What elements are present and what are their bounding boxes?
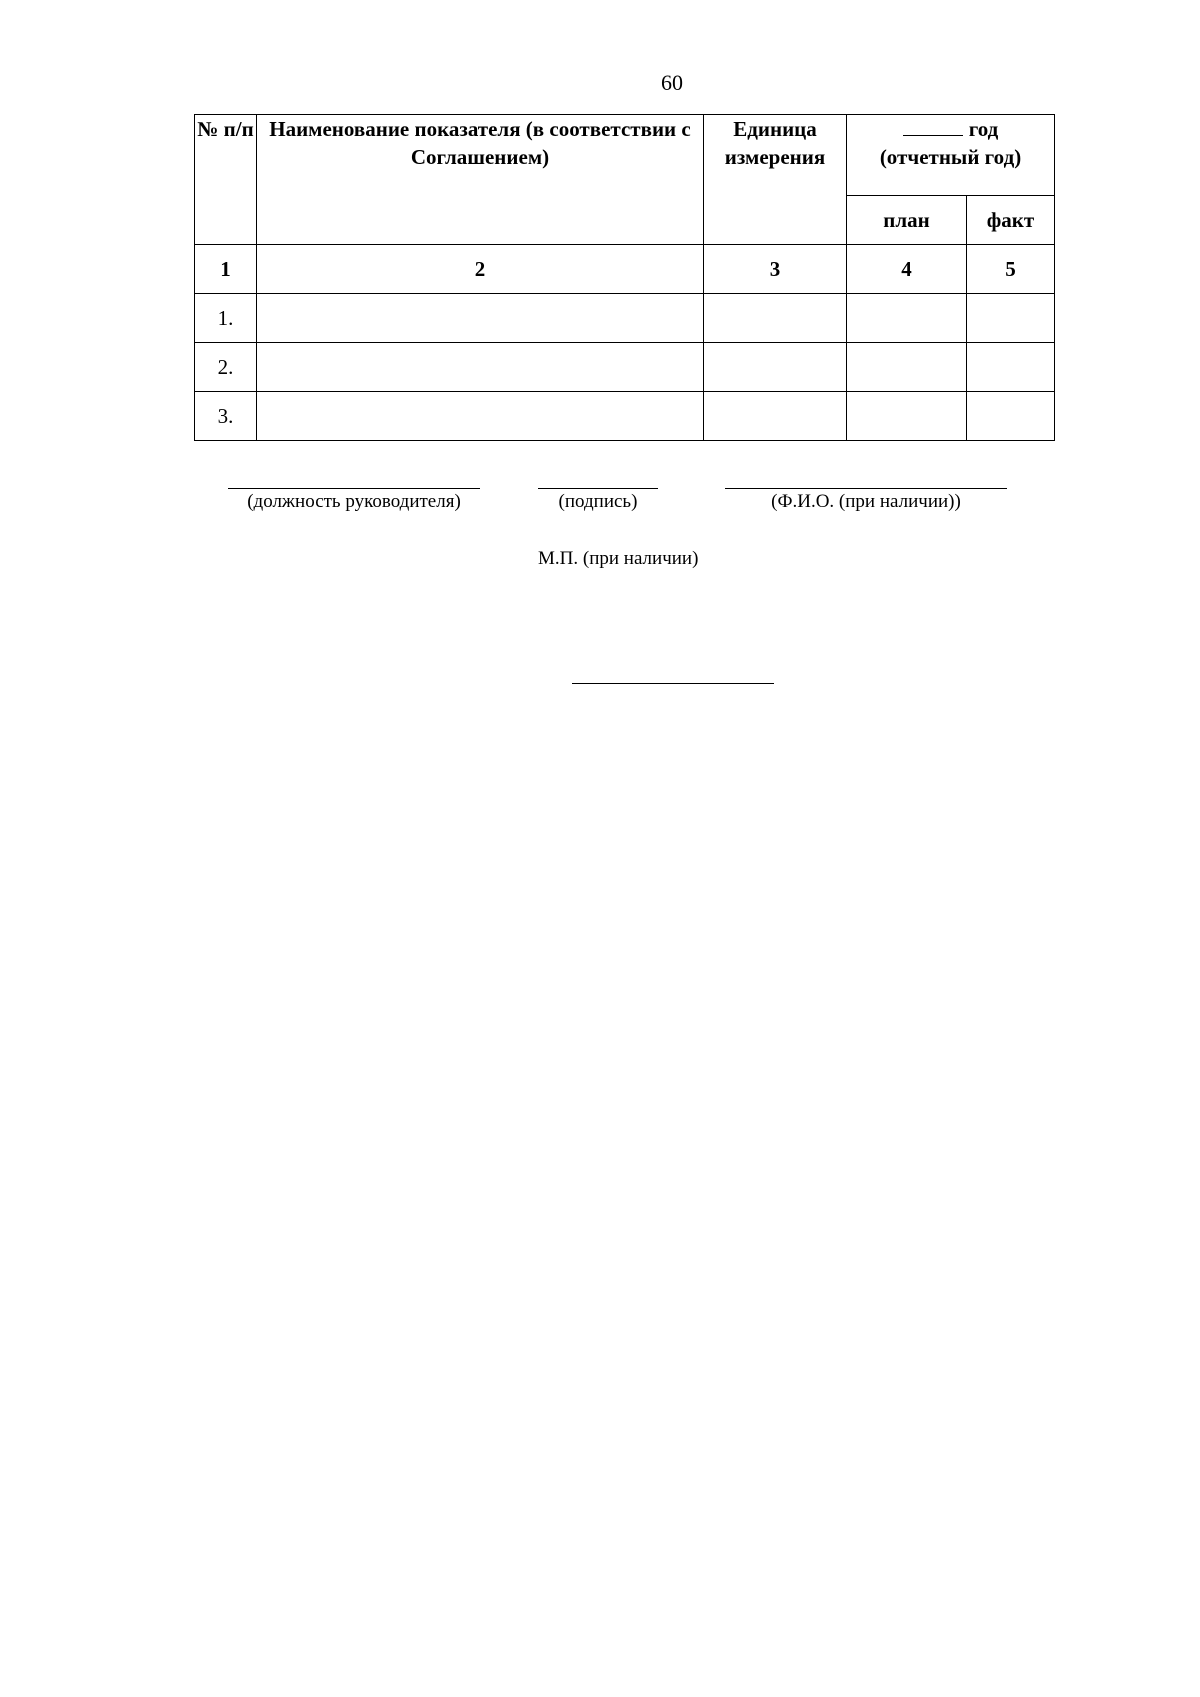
unit-cell (704, 294, 847, 343)
row-number: 2. (195, 343, 257, 392)
column-number: 5 (967, 245, 1055, 294)
column-number: 2 (257, 245, 704, 294)
full-name-label: (Ф.И.О. (при наличии)) (725, 488, 1007, 513)
year-blank-line (903, 117, 963, 136)
header-year-label: год (968, 117, 999, 141)
stamp-label: М.П. (при наличии) (538, 548, 699, 569)
table-row (195, 343, 1055, 392)
end-divider (572, 683, 774, 684)
indicator-name-cell (257, 343, 704, 392)
fact-cell (967, 392, 1055, 441)
header-year-sublabel: (отчетный год) (879, 145, 1022, 169)
column-number: 3 (704, 245, 847, 294)
indicator-name-cell (257, 294, 704, 343)
position-label: (должность руководителя) (228, 488, 480, 513)
unit-cell (704, 343, 847, 392)
indicator-name-cell (257, 392, 704, 441)
header-reporting-year (847, 115, 1055, 196)
column-number-row (195, 245, 1055, 294)
row-number: 1. (195, 294, 257, 343)
header-row-number: № п/п (195, 115, 257, 245)
column-number: 4 (847, 245, 967, 294)
unit-cell (704, 392, 847, 441)
header-unit: Единица измерения (704, 115, 847, 245)
plan-cell (847, 294, 967, 343)
table-row (195, 294, 1055, 343)
full-name-field (725, 488, 1007, 513)
table-row (195, 392, 1055, 441)
page-number: 60 (661, 70, 683, 95)
row-number: 3. (195, 392, 257, 441)
fact-cell (967, 294, 1055, 343)
fact-cell (967, 343, 1055, 392)
header-fact: факт (967, 196, 1055, 245)
plan-cell (847, 343, 967, 392)
indicator-report-table (194, 114, 1055, 441)
header-plan: план (847, 196, 967, 245)
column-number: 1 (195, 245, 257, 294)
header-indicator-name: Наименование показателя (в соответствии с Соглашением) (257, 115, 704, 245)
signature-label: (подпись) (538, 488, 658, 513)
position-signature-field (228, 488, 480, 513)
signature-field (538, 488, 658, 513)
plan-cell (847, 392, 967, 441)
